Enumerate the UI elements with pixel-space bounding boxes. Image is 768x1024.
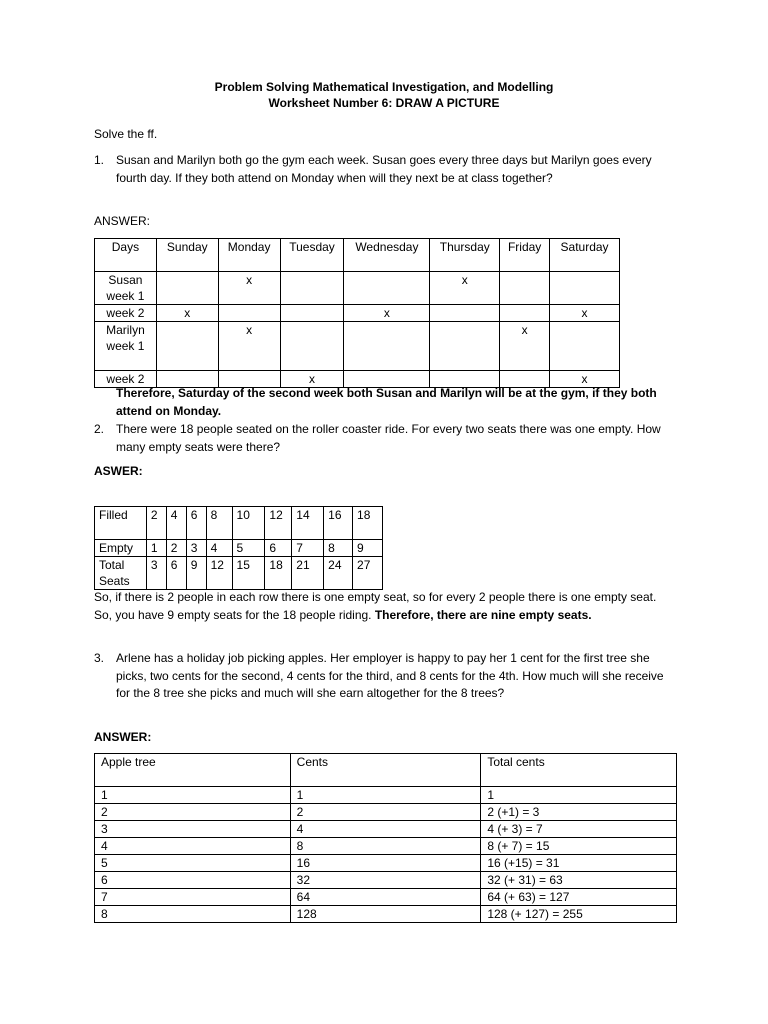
q1-answer-label: ANSWER: bbox=[94, 214, 151, 228]
table-cell: Filled bbox=[95, 507, 147, 540]
table-cell: Susan week 1 bbox=[95, 272, 157, 305]
table-cell: week 2 bbox=[95, 305, 157, 322]
q3-number: 3. bbox=[94, 651, 105, 665]
table-header-row bbox=[95, 239, 620, 272]
q1-conclusion: Therefore, Saturday of the second week both Susan and Marilyn will be at the gym, if they both attend on Monday. bbox=[116, 386, 657, 418]
table-cell: 16 bbox=[290, 855, 481, 872]
table-cell bbox=[280, 322, 344, 371]
q1-schedule-table bbox=[94, 238, 620, 388]
q1-text: Susan and Marilyn both go the gym each week. Susan goes every three days but Marilyn goes every fourth day. If they both attend on Monday when will they next be at class together? bbox=[116, 153, 652, 185]
table-cell: 5 bbox=[95, 855, 291, 872]
table-cell: 6 bbox=[186, 507, 206, 540]
table-cell: 2 bbox=[146, 507, 166, 540]
table-cell bbox=[156, 272, 218, 305]
table-cell: 18 bbox=[353, 507, 383, 540]
table-cell bbox=[156, 322, 218, 371]
table-cell: Empty bbox=[95, 540, 147, 557]
table-cell: x bbox=[280, 371, 344, 388]
table-cell: 1 bbox=[95, 787, 291, 804]
q2-answer-label: ASWER: bbox=[94, 464, 143, 478]
q1-number: 1. bbox=[94, 153, 105, 167]
instruction: Solve the ff. bbox=[94, 127, 158, 141]
table-cell: 3 bbox=[186, 540, 206, 557]
table-cell: Sunday bbox=[156, 239, 218, 272]
table-cell: Marilyn week 1 bbox=[95, 322, 157, 371]
table-cell: 8 bbox=[206, 507, 232, 540]
table-cell bbox=[500, 305, 550, 322]
table-cell: 4 (+ 3) = 7 bbox=[481, 821, 677, 838]
table-cell: 3 bbox=[146, 557, 166, 590]
table-cell: x bbox=[218, 272, 280, 305]
table-cell: 2 bbox=[95, 804, 291, 821]
q2-conclusion: Therefore, there are nine empty seats. bbox=[374, 607, 592, 622]
table-cell bbox=[280, 305, 344, 322]
table-cell: 8 bbox=[290, 838, 481, 855]
table-cell: 128 bbox=[290, 906, 481, 923]
table-row bbox=[95, 821, 677, 838]
table-cell: 32 bbox=[290, 872, 481, 889]
table-cell: 6 bbox=[265, 540, 292, 557]
table-header-row bbox=[95, 754, 677, 787]
table-cell: 7 bbox=[292, 540, 324, 557]
table-cell bbox=[280, 272, 344, 305]
q2-text: There were 18 people seated on the roller coaster ride. For every two seats there was one empty. How many empty seats were there? bbox=[116, 422, 661, 454]
table-cell: 128 (+ 127) = 255 bbox=[481, 906, 677, 923]
table-cell: 1 bbox=[481, 787, 677, 804]
table-cell: 6 bbox=[166, 557, 186, 590]
table-cell: Cents bbox=[290, 754, 481, 787]
table-cell: 3 bbox=[95, 821, 291, 838]
title-line-2: Worksheet Number 6: DRAW A PICTURE bbox=[268, 96, 500, 110]
table-cell: 16 (+15) = 31 bbox=[481, 855, 677, 872]
table-cell bbox=[550, 272, 620, 305]
table-row bbox=[95, 557, 383, 590]
table-cell: x bbox=[550, 371, 620, 388]
table-row bbox=[95, 305, 620, 322]
table-cell: Apple tree bbox=[95, 754, 291, 787]
table-cell: 9 bbox=[353, 540, 383, 557]
table-row bbox=[95, 787, 677, 804]
q3-answer-label: ANSWER: bbox=[94, 730, 152, 744]
table-cell: x bbox=[500, 322, 550, 371]
table-cell: Wednesday bbox=[344, 239, 430, 272]
table-cell: 64 (+ 63) = 127 bbox=[481, 889, 677, 906]
table-cell: x bbox=[218, 322, 280, 371]
table-cell bbox=[550, 322, 620, 371]
table-cell: 2 bbox=[166, 540, 186, 557]
table-row bbox=[95, 540, 383, 557]
table-row bbox=[95, 272, 620, 305]
table-cell bbox=[430, 322, 500, 371]
table-cell: 4 bbox=[206, 540, 232, 557]
table-cell: Total Seats bbox=[95, 557, 147, 590]
q3-text: Arlene has a holiday job picking apples. Her employer is happy to pay her 1 cent for the first tree she picks, two cents for the second, 4 cents for the third, and 8 cents for the 4th. How much will she receive for the 8 tree she picks and much will she earn altogether for the 8 trees? bbox=[116, 651, 664, 700]
table-row bbox=[95, 804, 677, 821]
table-cell: 14 bbox=[292, 507, 324, 540]
table-cell: 21 bbox=[292, 557, 324, 590]
table-cell: Saturday bbox=[550, 239, 620, 272]
table-cell: 4 bbox=[290, 821, 481, 838]
table-cell: 12 bbox=[206, 557, 232, 590]
table-cell: Thursday bbox=[430, 239, 500, 272]
table-cell: 10 bbox=[232, 507, 265, 540]
table-cell: 9 bbox=[186, 557, 206, 590]
table-cell: Monday bbox=[218, 239, 280, 272]
table-row bbox=[95, 507, 383, 540]
table-row bbox=[95, 322, 620, 371]
table-cell: Total cents bbox=[481, 754, 677, 787]
table-cell: Tuesday bbox=[280, 239, 344, 272]
table-cell bbox=[500, 272, 550, 305]
table-row bbox=[95, 906, 677, 923]
table-cell: 32 (+ 31) = 63 bbox=[481, 872, 677, 889]
table-cell: 8 bbox=[324, 540, 353, 557]
q2-explanation-text: So, if there is 2 people in each row there is one empty seat, so for every 2 people there is one empty seat. So, you have 9 empty seats for the 18 people riding. bbox=[94, 590, 657, 622]
table-cell: Friday bbox=[500, 239, 550, 272]
table-cell bbox=[218, 305, 280, 322]
table-cell: 24 bbox=[324, 557, 353, 590]
table-cell: 8 (+ 7) = 15 bbox=[481, 838, 677, 855]
table-cell: 1 bbox=[290, 787, 481, 804]
table-cell bbox=[430, 305, 500, 322]
title-line-1: Problem Solving Mathematical Investigation, and Modelling bbox=[214, 80, 554, 94]
table-cell: x bbox=[344, 305, 430, 322]
q2-explanation bbox=[94, 589, 674, 624]
table-cell: 8 bbox=[95, 906, 291, 923]
table-cell bbox=[344, 322, 430, 371]
q2-seats-table bbox=[94, 506, 383, 590]
table-cell: 4 bbox=[95, 838, 291, 855]
table-cell: 12 bbox=[265, 507, 292, 540]
table-cell bbox=[344, 272, 430, 305]
table-cell: x bbox=[430, 272, 500, 305]
table-cell: 64 bbox=[290, 889, 481, 906]
table-cell: 6 bbox=[95, 872, 291, 889]
q3-apples-table bbox=[94, 753, 677, 923]
table-cell: 7 bbox=[95, 889, 291, 906]
table-cell: 2 (+1) = 3 bbox=[481, 804, 677, 821]
table-cell: 5 bbox=[232, 540, 265, 557]
table-cell: 15 bbox=[232, 557, 265, 590]
table-cell: week 2 bbox=[95, 371, 157, 388]
table-cell: x bbox=[156, 305, 218, 322]
table-row bbox=[95, 889, 677, 906]
table-row bbox=[95, 872, 677, 889]
table-cell: 2 bbox=[290, 804, 481, 821]
table-cell: 16 bbox=[324, 507, 353, 540]
table-cell: x bbox=[550, 305, 620, 322]
table-cell: 18 bbox=[265, 557, 292, 590]
table-row bbox=[95, 838, 677, 855]
table-cell: Days bbox=[95, 239, 157, 272]
table-cell: 27 bbox=[353, 557, 383, 590]
table-row bbox=[95, 855, 677, 872]
table-cell: 4 bbox=[166, 507, 186, 540]
table-cell: 1 bbox=[146, 540, 166, 557]
q2-number: 2. bbox=[94, 422, 105, 436]
